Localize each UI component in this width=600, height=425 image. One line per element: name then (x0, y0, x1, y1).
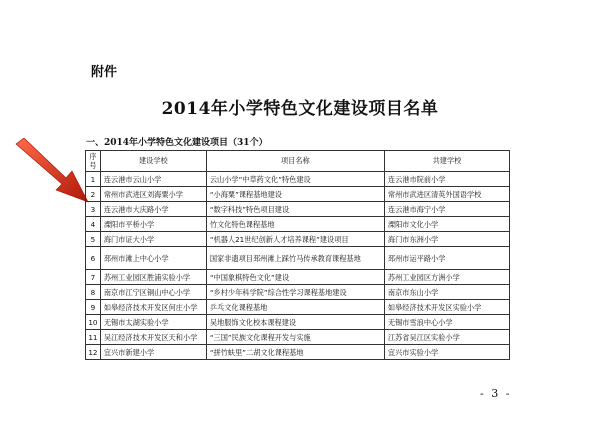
table-row (86, 217, 510, 232)
co-school-cell: 无锡市雪浪中心小学 (384, 315, 509, 330)
project-cell: “数字科技”特色项目建设 (206, 202, 384, 217)
row-number: 12 (86, 345, 101, 360)
project-cell: 竹文化特色课程基地 (206, 217, 384, 232)
project-cell: “小海粟”课程基地建设 (206, 187, 384, 202)
row-number: 10 (86, 315, 101, 330)
row-number: 8 (86, 285, 101, 300)
project-cell: “乡村少年科学院”综合性学习课程基地建设 (206, 285, 384, 300)
table-row (86, 270, 510, 285)
co-school-cell: 连云港市海宁小学 (384, 202, 509, 217)
row-number: 3 (86, 202, 101, 217)
row-number: 1 (86, 172, 101, 187)
table-row (86, 247, 510, 270)
school-cell: 溧阳市平桥小学 (100, 217, 206, 232)
project-cell: “机器人21世纪创新人才培养课程”建设项目 (206, 232, 384, 247)
co-school-cell: 宜兴市实验小学 (384, 345, 509, 360)
project-cell: 国家非遗项目邳州滩上踩竹马传承教育课程基地 (206, 247, 384, 270)
red-arrow-icon (14, 138, 97, 210)
row-number: 11 (86, 330, 101, 345)
page-title: 2014年小学特色文化建设项目名单 (161, 99, 439, 119)
header-co-school: 共建学校 (384, 151, 509, 172)
row-number: 7 (86, 270, 101, 285)
section-heading: 一、2014年小学特色文化建设项目（31个） (86, 138, 268, 148)
row-number: 4 (86, 217, 101, 232)
row-number: 9 (86, 300, 101, 315)
school-cell: 如皋经济技术开发区何庄小学 (100, 300, 206, 315)
project-cell: “中国象棋特色文化”建设 (206, 270, 384, 285)
appendix-label: 附件 (91, 65, 118, 80)
school-cell: 邳州市滩上中心小学 (100, 247, 206, 270)
co-school-cell: 海门市东洲小学 (384, 232, 509, 247)
school-cell: 无锡市太湖实验小学 (100, 315, 206, 330)
header-school: 建设学校 (100, 151, 206, 172)
row-number: 6 (86, 247, 101, 270)
co-school-cell: 南京市东山小学 (384, 285, 509, 300)
school-cell: 连云港市云山小学 (100, 172, 206, 187)
table-row (86, 202, 510, 217)
project-cell: “三国”民族文化课程开发与实施 (206, 330, 384, 345)
co-school-cell: 溧阳市文化小学 (384, 217, 509, 232)
header-project: 项目名称 (206, 151, 384, 172)
co-school-cell: 江苏省吴江区实验小学 (384, 330, 509, 345)
row-number: 5 (86, 232, 101, 247)
co-school-cell: 如皋经济技术开发区实验小学 (384, 300, 509, 315)
co-school-cell: 常州市武进区清英外国语学校 (384, 187, 509, 202)
project-table (85, 150, 510, 360)
row-number: 2 (86, 187, 101, 202)
co-school-cell: 苏州工业园区方洲小学 (384, 270, 509, 285)
table-row (86, 172, 510, 187)
header-no-line2: 号 (89, 161, 97, 170)
table-row (86, 300, 510, 315)
header-no (86, 151, 101, 172)
school-cell: 宜兴市新建小学 (100, 345, 206, 360)
project-cell: “拼竹蚨里”二胡文化课程基地 (206, 345, 384, 360)
school-cell: 吴江经济技术开发区天和小学 (100, 330, 206, 345)
table-row (86, 315, 510, 330)
page-number: - 3 - (480, 387, 512, 400)
co-school-cell: 连云港市院前小学 (384, 172, 509, 187)
project-cell: 乒乓文化课程基地 (206, 300, 384, 315)
co-school-cell: 邳州市运平路小学 (384, 247, 509, 270)
school-cell: 连云港市大庆路小学 (100, 202, 206, 217)
table-row (86, 187, 510, 202)
project-cell: 云山小学“中草药文化”特色建设 (206, 172, 384, 187)
school-cell: 常州市武进区刘海粟小学 (100, 187, 206, 202)
project-cell: 吴地服饰文化校本课程建设 (206, 315, 384, 330)
table-row (86, 232, 510, 247)
table-row (86, 345, 510, 360)
school-cell: 苏州工业园区胜浦实验小学 (100, 270, 206, 285)
table-row (86, 285, 510, 300)
header-no-line1: 序 (89, 151, 97, 161)
table-row (86, 330, 510, 345)
table-header-row (86, 151, 510, 172)
school-cell: 南京市江宁区铜山中心小学 (100, 285, 206, 300)
school-cell: 海门市证大小学 (100, 232, 206, 247)
